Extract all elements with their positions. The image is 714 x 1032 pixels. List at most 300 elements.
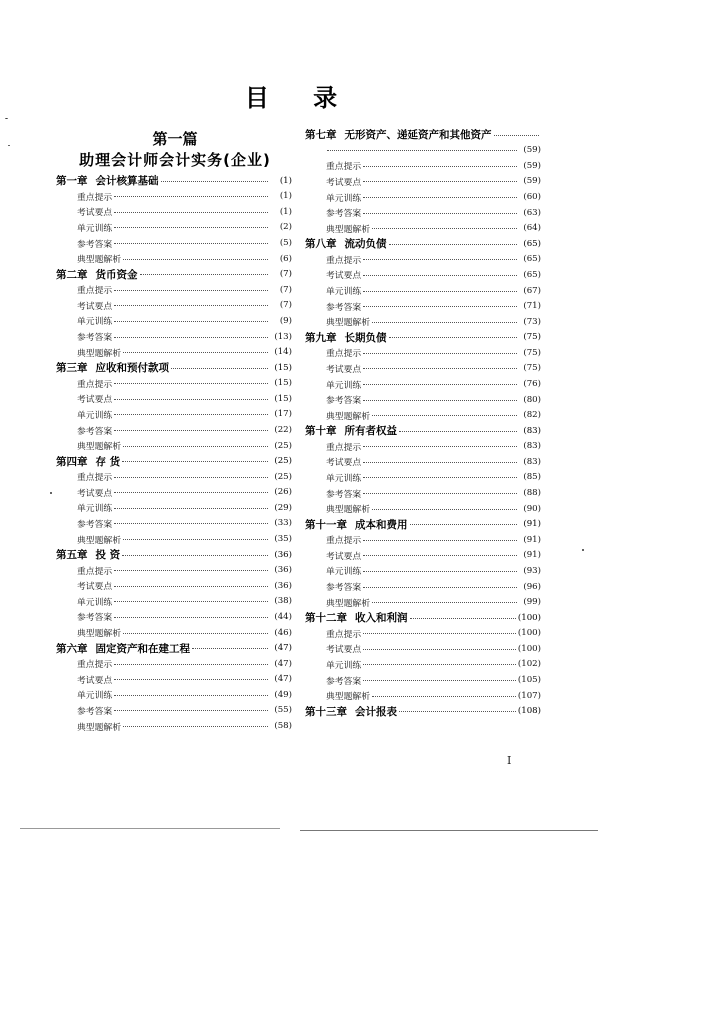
section-label: 单元训练 (326, 567, 362, 578)
dot-leader (363, 632, 516, 634)
section-page: (63) (523, 207, 541, 218)
scan-speck (5, 118, 8, 119)
toc-section-row (305, 361, 541, 377)
toc-section-row (305, 174, 541, 190)
chapter-heading (305, 704, 397, 719)
section-page: (22) (274, 425, 292, 436)
toc-section-row (56, 594, 292, 610)
section-page: (75) (523, 363, 541, 374)
dot-leader (114, 585, 268, 587)
dot-leader (114, 413, 268, 415)
chapter-page: (1) (279, 175, 292, 186)
dot-leader (114, 211, 268, 213)
section-page: (7) (279, 284, 292, 295)
dot-leader (399, 430, 517, 432)
dot-leader (123, 258, 268, 260)
section-label: 重点提示 (326, 629, 362, 640)
section-label: 重点提示 (326, 349, 362, 360)
dot-leader (363, 180, 517, 182)
toc-left-column (56, 173, 292, 734)
section-page: (58) (274, 721, 292, 732)
section-page: (96) (523, 581, 541, 592)
dot-leader (114, 304, 268, 306)
dot-leader (122, 460, 268, 462)
section-page: (36) (274, 565, 292, 576)
page-title: 目 录 (244, 84, 356, 112)
chapter-number: 第十三章 (305, 705, 347, 718)
chapter-page: (91) (523, 519, 541, 530)
section-label: 典型题解析 (326, 318, 370, 329)
section-page: (102) (517, 659, 541, 670)
chapter-title: 无形资产、递延资产和其他资产 (344, 129, 492, 142)
section-label: 参考答案 (77, 519, 113, 530)
toc-section-row (56, 313, 292, 329)
chapter-number: 第七章 (305, 129, 337, 142)
section-page: (55) (274, 705, 292, 716)
dot-leader (363, 212, 517, 214)
section-page: (13) (274, 331, 292, 342)
chapter-number: 第四章 (56, 455, 88, 468)
section-label: 考试要点 (77, 675, 113, 686)
dot-leader (123, 725, 268, 727)
section-page: (14) (274, 347, 292, 358)
section-page: (33) (274, 518, 292, 529)
section-label: 重点提示 (77, 473, 113, 484)
toc-right-column (305, 127, 541, 719)
chapter-title: 固定资产和在建工程 (95, 642, 190, 655)
toc-chapter-row (305, 330, 541, 346)
toc-section-row (56, 687, 292, 703)
section-label: 重点提示 (326, 536, 362, 547)
toc-section-row (56, 671, 292, 687)
dot-leader (363, 305, 517, 307)
dot-leader (114, 491, 268, 493)
section-label: 重点提示 (77, 566, 113, 577)
toc-section-row (56, 298, 292, 314)
toc-section-row (305, 563, 541, 579)
chapter-page: (36) (274, 549, 292, 560)
dot-leader (114, 507, 268, 509)
section-page: (83) (523, 456, 541, 467)
section-label: 典型题解析 (77, 722, 121, 733)
section-label: 典型题解析 (326, 505, 370, 516)
toc-chapter-row (305, 236, 541, 252)
dot-leader (363, 648, 516, 650)
dot-leader (363, 399, 517, 401)
section-label: 考试要点 (326, 364, 362, 375)
dot-leader (114, 242, 268, 244)
chapter-number: 第一章 (56, 175, 88, 188)
section-label: 参考答案 (77, 239, 113, 250)
chapter-heading (305, 236, 387, 251)
section-label: 参考答案 (326, 396, 362, 407)
section-label: 单元训练 (77, 223, 113, 234)
section-page: (107) (517, 690, 541, 701)
chapter-heading (56, 360, 169, 375)
toc-section-row (56, 282, 292, 298)
chapter-heading (305, 517, 408, 532)
chapter-page: (59) (523, 145, 541, 156)
section-page: (25) (274, 471, 292, 482)
dot-leader (363, 445, 517, 447)
toc-section-row (56, 500, 292, 516)
dot-leader (363, 352, 517, 354)
dot-leader (363, 274, 517, 276)
section-label: 典型题解析 (77, 442, 121, 453)
section-page: (60) (523, 192, 541, 203)
toc-section-row (305, 470, 541, 486)
dot-leader (363, 367, 517, 369)
section-page: (105) (517, 675, 541, 686)
scan-rule-right (300, 830, 598, 831)
dot-leader (410, 617, 516, 619)
section-label: 重点提示 (326, 162, 362, 173)
dot-leader (363, 196, 517, 198)
dot-leader (363, 383, 517, 385)
section-page: (59) (523, 176, 541, 187)
dot-leader (410, 523, 518, 525)
dot-leader (114, 382, 268, 384)
chapter-title: 应收和预付款项 (95, 362, 169, 375)
section-label: 参考答案 (77, 613, 113, 624)
dot-leader (114, 522, 268, 524)
dot-leader (122, 554, 268, 556)
toc-chapter-row (56, 453, 292, 469)
scan-speck (582, 549, 584, 551)
section-label: 考试要点 (326, 458, 362, 469)
section-page: (36) (274, 580, 292, 591)
dot-leader (363, 539, 517, 541)
section-page: (46) (274, 627, 292, 638)
section-label: 参考答案 (77, 333, 113, 344)
toc-section-row (305, 688, 541, 704)
section-page: (88) (523, 488, 541, 499)
toc-section-row (56, 516, 292, 532)
section-page: (80) (523, 394, 541, 405)
section-label: 单元训练 (326, 473, 362, 484)
section-label: 考试要点 (77, 488, 113, 499)
section-label: 单元训练 (77, 410, 113, 421)
dot-leader (114, 429, 268, 431)
toc-chapter-row (305, 703, 541, 719)
toc-section-row (305, 625, 541, 641)
chapter-number: 第五章 (56, 549, 88, 562)
section-page: (47) (274, 674, 292, 685)
dot-leader (114, 709, 268, 711)
scan-speck (50, 492, 52, 494)
chapter-number: 第三章 (56, 362, 88, 375)
dot-leader (363, 461, 517, 463)
section-page: (100) (517, 628, 541, 639)
chapter-heading (305, 610, 408, 625)
toc-chapter-row (56, 173, 292, 189)
dot-leader (114, 694, 268, 696)
section-page: (99) (523, 597, 541, 608)
toc-section-row (56, 718, 292, 734)
toc-section-row (305, 298, 541, 314)
dot-leader (363, 290, 517, 292)
chapter-page: (15) (274, 362, 292, 373)
section-label: 参考答案 (326, 676, 362, 687)
part-title: 第一篇 (152, 130, 198, 148)
section-label: 重点提示 (326, 442, 362, 453)
toc-chapter-row (56, 547, 292, 563)
section-label: 单元训练 (326, 193, 362, 204)
section-label: 考试要点 (77, 301, 113, 312)
toc-chapter-row (305, 127, 541, 143)
section-label: 重点提示 (77, 192, 113, 203)
section-page: (2) (279, 222, 292, 233)
section-page: (35) (274, 534, 292, 545)
section-label: 单元训练 (77, 597, 113, 608)
dot-leader (114, 678, 268, 680)
chapter-title: 成本和费用 (355, 518, 408, 531)
toc-section-row (56, 703, 292, 719)
toc-section-row (56, 375, 292, 391)
dot-leader (372, 508, 517, 510)
section-label: 重点提示 (77, 379, 113, 390)
chapter-title: 存 货 (95, 455, 121, 468)
section-label: 重点提示 (77, 286, 113, 297)
section-page: (75) (523, 347, 541, 358)
toc-chapter-continuation (305, 143, 541, 159)
toc-chapter-row (305, 423, 541, 439)
dot-leader (114, 226, 268, 228)
chapter-heading (56, 454, 120, 469)
scan-rule-left (20, 828, 280, 829)
chapter-page: (7) (279, 269, 292, 280)
section-page: (65) (523, 254, 541, 265)
section-label: 单元训练 (77, 691, 113, 702)
toc-section-row (56, 189, 292, 205)
section-page: (67) (523, 285, 541, 296)
section-page: (15) (274, 378, 292, 389)
section-page: (17) (274, 409, 292, 420)
toc-section-row (56, 578, 292, 594)
section-page: (9) (279, 315, 292, 326)
section-label: 单元训练 (77, 317, 113, 328)
chapter-number: 第二章 (56, 268, 88, 281)
dot-leader (114, 195, 268, 197)
dot-leader (114, 320, 268, 322)
chapter-title: 货币资金 (95, 268, 138, 281)
chapter-page: (25) (274, 456, 292, 467)
toc-section-row (305, 641, 541, 657)
toc-section-row (305, 594, 541, 610)
toc-section-row (305, 376, 541, 392)
section-page: (25) (274, 440, 292, 451)
section-label: 考试要点 (326, 645, 362, 656)
chapter-number: 第十二章 (305, 612, 347, 625)
dot-leader (363, 570, 517, 572)
section-label: 单元训练 (326, 287, 362, 298)
toc-section-row (305, 548, 541, 564)
chapter-title: 会计核算基础 (95, 175, 159, 188)
section-label: 参考答案 (326, 302, 362, 313)
toc-section-row (56, 438, 292, 454)
section-page: (49) (274, 689, 292, 700)
section-page: (76) (523, 379, 541, 390)
section-page: (85) (523, 472, 541, 483)
dot-leader (363, 554, 517, 556)
chapter-number: 第八章 (305, 238, 337, 251)
chapter-heading (56, 267, 138, 282)
chapter-title: 流动负债 (344, 238, 387, 251)
section-page: (59) (523, 160, 541, 171)
toc-section-row (305, 158, 541, 174)
toc-section-row (305, 220, 541, 236)
section-page: (82) (523, 410, 541, 421)
toc-section-row (305, 501, 541, 517)
dot-leader (363, 492, 517, 494)
dot-leader (192, 647, 268, 649)
chapter-number: 第十章 (305, 425, 337, 438)
section-page: (93) (523, 565, 541, 576)
dot-leader (161, 180, 269, 182)
dot-leader (123, 445, 268, 447)
toc-section-row (56, 469, 292, 485)
chapter-heading (305, 127, 492, 142)
chapter-number: 第六章 (56, 642, 88, 655)
toc-section-row (305, 579, 541, 595)
toc-chapter-row (56, 360, 292, 376)
toc-section-row (305, 205, 541, 221)
section-label: 单元训练 (326, 660, 362, 671)
page-folio: I (507, 754, 512, 767)
chapter-page: (75) (523, 332, 541, 343)
dot-leader (171, 367, 268, 369)
section-label: 参考答案 (77, 706, 113, 717)
chapter-page: (100) (517, 612, 541, 623)
dot-leader (327, 149, 517, 151)
dot-leader (372, 695, 516, 697)
section-page: (6) (279, 253, 292, 264)
section-label: 重点提示 (326, 255, 362, 266)
section-label: 典型题解析 (326, 411, 370, 422)
toc-section-row (305, 345, 541, 361)
toc-chapter-row (305, 610, 541, 626)
toc-section-row (56, 407, 292, 423)
toc-section-row (56, 609, 292, 625)
section-page: (29) (274, 502, 292, 513)
chapter-title: 投 资 (95, 549, 121, 562)
dot-leader (123, 538, 268, 540)
section-label: 考试要点 (77, 395, 113, 406)
section-label: 典型题解析 (77, 348, 121, 359)
toc-chapter-row (305, 516, 541, 532)
toc-section-row (56, 329, 292, 345)
dot-leader (372, 414, 517, 416)
chapter-page: (83) (523, 425, 541, 436)
section-label: 典型题解析 (326, 224, 370, 235)
chapter-heading (56, 641, 190, 656)
section-page: (100) (517, 643, 541, 654)
dot-leader (372, 601, 517, 603)
toc-chapter-row (56, 640, 292, 656)
part-subtitle: 助理会计师会计实务(企业) (79, 151, 271, 169)
scan-speck (8, 145, 10, 146)
section-label: 参考答案 (326, 489, 362, 500)
dot-leader (363, 165, 517, 167)
dot-leader (399, 710, 516, 712)
section-page: (47) (274, 658, 292, 669)
section-label: 参考答案 (326, 583, 362, 594)
chapter-heading (305, 423, 397, 438)
toc-section-row (56, 656, 292, 672)
toc-section-row (56, 422, 292, 438)
toc-section-row (305, 314, 541, 330)
section-page: (83) (523, 441, 541, 452)
dot-leader (363, 679, 516, 681)
section-label: 单元训练 (326, 380, 362, 391)
toc-section-row (56, 562, 292, 578)
toc-section-row (305, 283, 541, 299)
dot-leader (114, 616, 268, 618)
toc-section-row (305, 267, 541, 283)
toc-section-row (305, 252, 541, 268)
section-page: (26) (274, 487, 292, 498)
section-page: (91) (523, 550, 541, 561)
toc-section-row (305, 439, 541, 455)
section-label: 考试要点 (77, 582, 113, 593)
toc-chapter-row (56, 266, 292, 282)
section-page: (65) (523, 269, 541, 280)
dot-leader (372, 227, 517, 229)
dot-leader (114, 663, 268, 665)
section-label: 考试要点 (326, 177, 362, 188)
toc-section-row (305, 407, 541, 423)
section-page: (7) (279, 300, 292, 311)
toc-section-row (305, 189, 541, 205)
dot-leader (114, 476, 268, 478)
chapter-title: 收入和利润 (355, 612, 408, 625)
section-page: (71) (523, 301, 541, 312)
section-page: (1) (279, 191, 292, 202)
toc-section-row (56, 251, 292, 267)
section-page: (44) (274, 611, 292, 622)
toc-section-row (305, 454, 541, 470)
section-page: (90) (523, 503, 541, 514)
dot-leader (363, 663, 516, 665)
section-page: (91) (523, 534, 541, 545)
section-label: 重点提示 (77, 660, 113, 671)
section-page: (5) (279, 238, 292, 249)
chapter-heading (305, 330, 387, 345)
dot-leader (363, 258, 517, 260)
section-label: 考试要点 (326, 271, 362, 282)
section-label: 参考答案 (77, 426, 113, 437)
toc-section-row (56, 235, 292, 251)
chapter-title: 长期负债 (344, 331, 387, 344)
toc-section-row (56, 531, 292, 547)
chapter-page: (65) (523, 238, 541, 249)
dot-leader (363, 476, 517, 478)
section-page: (38) (274, 596, 292, 607)
chapter-number: 第十一章 (305, 518, 347, 531)
section-page: (73) (523, 316, 541, 327)
toc-section-row (56, 220, 292, 236)
chapter-heading (56, 547, 120, 562)
dot-leader (389, 243, 518, 245)
dot-leader (114, 569, 268, 571)
dot-leader (372, 321, 517, 323)
section-label: 考试要点 (77, 208, 113, 219)
section-label: 典型题解析 (326, 598, 370, 609)
chapter-page: (108) (517, 706, 541, 717)
dot-leader (114, 398, 268, 400)
dot-leader (114, 289, 268, 291)
chapter-heading (56, 173, 159, 188)
